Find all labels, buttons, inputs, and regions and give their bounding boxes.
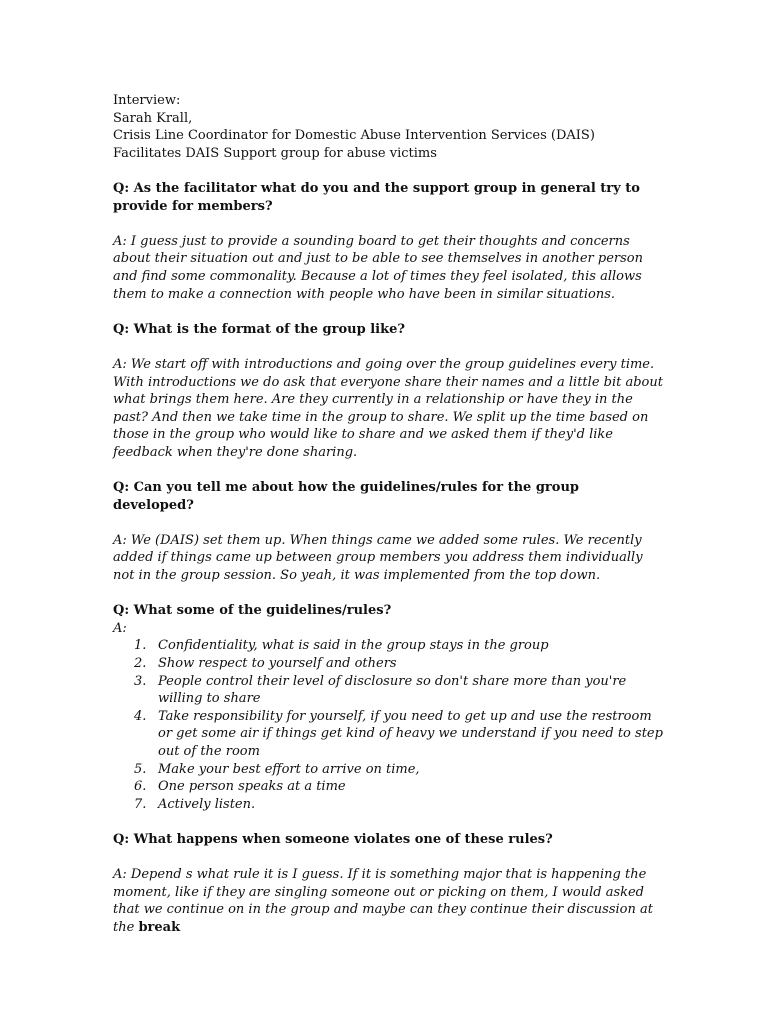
list-item bbox=[113, 796, 663, 814]
answer-label: A: bbox=[113, 620, 127, 636]
answer-text: A: We (DAIS) set them up. When things came we added some rules. We recently added if things came up between group members you address them individually not in the group session. So yeah, it was implemented from the top down. bbox=[113, 532, 643, 584]
question-text: Q: What some of the guidelines/rules? bbox=[113, 603, 392, 619]
qa-block bbox=[113, 180, 663, 303]
question-text: Q: Can you tell me about how the guidelines/rules for the group developed? bbox=[113, 480, 579, 513]
qa-block bbox=[113, 321, 663, 462]
list-number: 7. bbox=[134, 796, 147, 812]
qa-block bbox=[113, 831, 663, 937]
header-label: Interview: bbox=[113, 93, 181, 108]
document-body bbox=[113, 92, 663, 937]
list-item-text: Actively listen. bbox=[158, 796, 256, 812]
list-item-text: One person speaks at a time bbox=[158, 779, 346, 795]
list-item-text: Confidentiality, what is said in the group stays in the group bbox=[158, 638, 549, 654]
list-number: 5. bbox=[134, 761, 147, 777]
list-number: 1. bbox=[134, 638, 147, 654]
list-item bbox=[113, 708, 663, 761]
list-item-text: Show respect to yourself and others bbox=[158, 656, 397, 671]
list-number: 3. bbox=[134, 673, 147, 689]
interviewee-role: Crisis Line Coordinator for Domestic Abuse Intervention Services (DAIS) bbox=[113, 128, 595, 144]
qa-block bbox=[113, 479, 663, 585]
rules-block bbox=[113, 602, 663, 813]
interviewee-name: Sarah Krall, bbox=[113, 110, 193, 126]
list-item bbox=[113, 761, 663, 779]
rules-list bbox=[113, 637, 663, 813]
list-item bbox=[113, 655, 663, 673]
list-item bbox=[113, 637, 663, 655]
question-text: Q: What happens when someone violates one of these rules? bbox=[113, 831, 553, 847]
list-item-text: Make your best effort to arrive on time, bbox=[158, 761, 420, 777]
answer-text bbox=[113, 866, 663, 936]
list-number: 6. bbox=[134, 779, 147, 795]
list-item-text: People control their level of disclosure so don't share more than you're willing to share bbox=[158, 673, 627, 707]
answer-body: A: Depend s what rule it is I guess. If it is something major that is happening the moment, like if they are singling someone out or picking on them, I would asked that we continue on in the group and maybe can they continue their discussion at the bbox=[113, 867, 653, 935]
answer-tail: break bbox=[138, 919, 181, 935]
list-number: 2. bbox=[134, 656, 147, 671]
question-text: Q: What is the format of the group like? bbox=[113, 321, 406, 337]
question-text: Q: As the facilitator what do you and the support group in general try to provide for members? bbox=[113, 180, 640, 214]
list-item bbox=[113, 673, 663, 708]
interview-header bbox=[113, 92, 663, 162]
list-item-text: Take responsibility for yourself, if you need to get up and use the restroom or get some air if things get kind of heavy we understand if you need to step out of the room bbox=[158, 708, 663, 759]
answer-text: A: We start off with introductions and going over the group guidelines every time. With introductions we do ask that everyone share their names and a little bit about what brings them here. Are they currently in a relationship or have they in the past? And then we take time in the group to share. We split up the time based on those in the group who would like to share and we asked them if they'd like feedback when they're done sharing. bbox=[113, 356, 663, 460]
list-item bbox=[113, 778, 663, 796]
list-number: 4. bbox=[134, 708, 147, 724]
interviewee-description: Facilitates DAIS Support group for abuse victims bbox=[113, 145, 437, 161]
answer-text: A: I guess just to provide a sounding board to get their thoughts and concerns about their situation out and just to be able to see themselves in another person and find some commonality. Because a lot of times they feel isolated, this allows them to make a connection with people who have been in similar situations. bbox=[113, 233, 643, 302]
